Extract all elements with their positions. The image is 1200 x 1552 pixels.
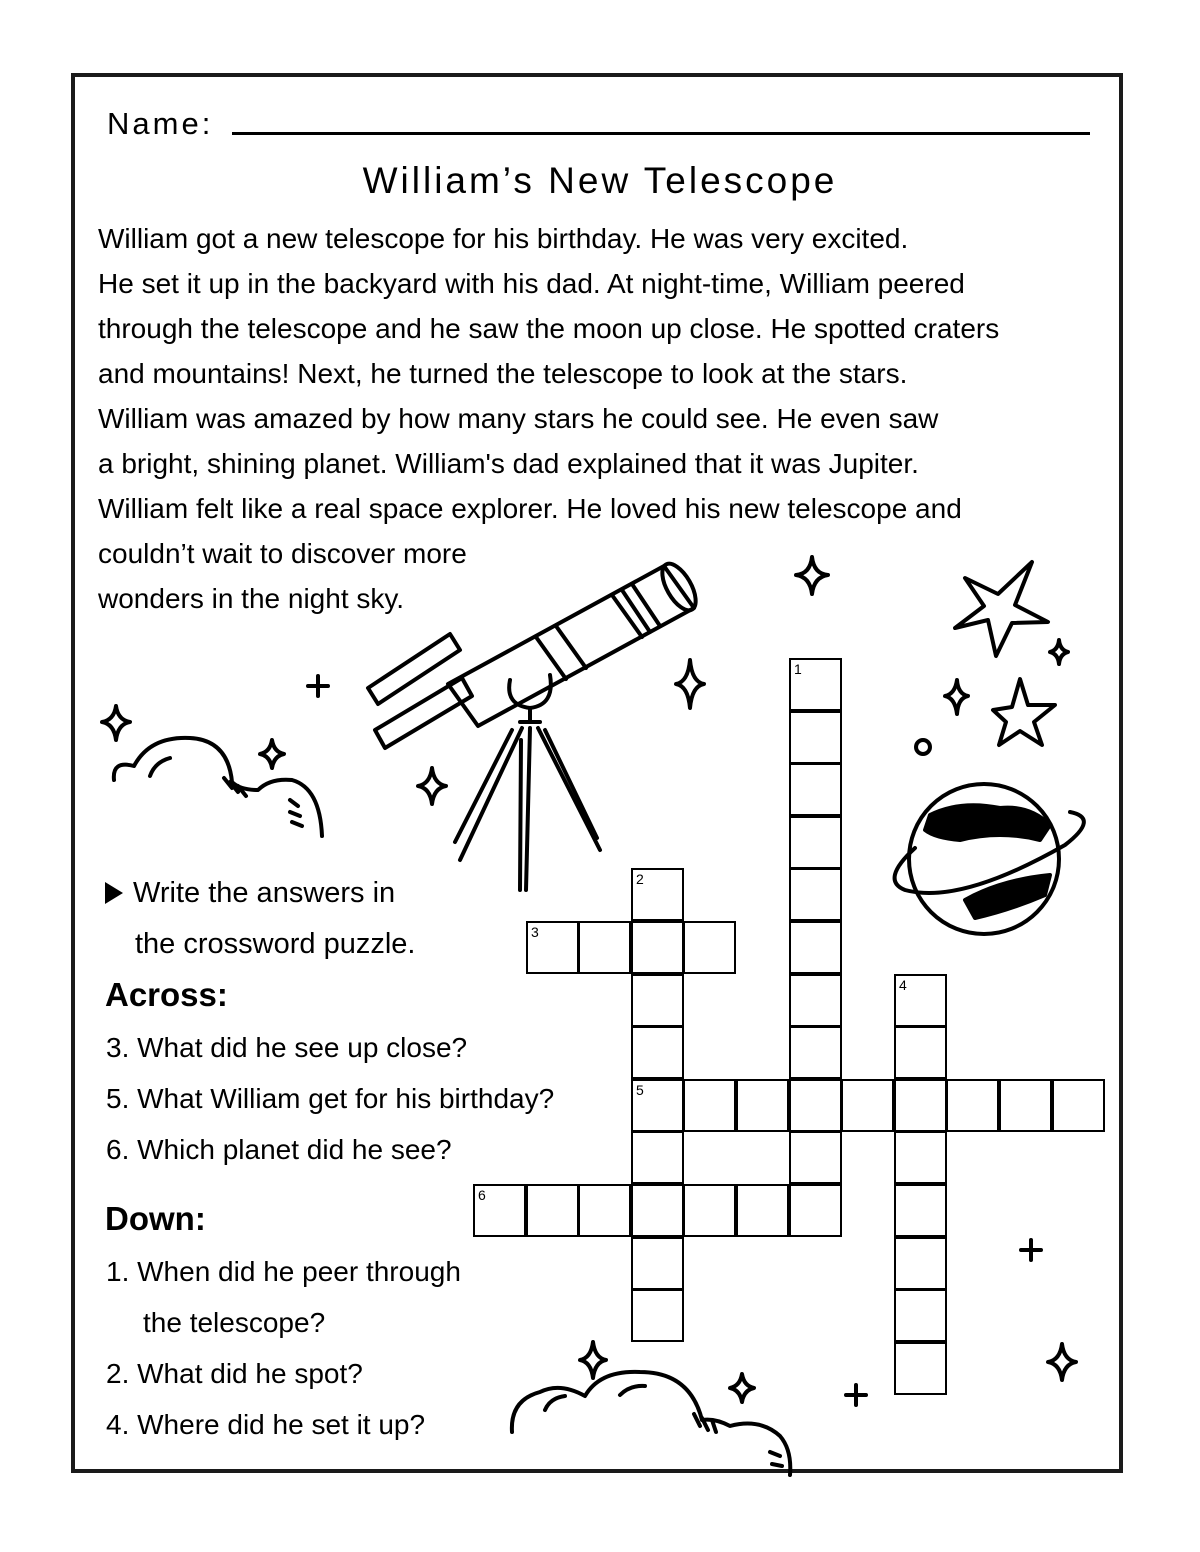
across-clue-6: 6. Which planet did he see? [106,1134,452,1165]
crossword-cell[interactable] [1052,1079,1105,1132]
instruction-line-1 [105,877,395,909]
page-title: William’s New Telescope [362,160,838,201]
cloud-icon [114,738,322,836]
crossword-cell[interactable] [526,1184,579,1237]
crossword-cell[interactable] [894,974,947,1027]
planet-icon [895,784,1084,934]
crossword-cell[interactable] [631,1184,684,1237]
crossword-cell[interactable] [578,921,631,974]
crossword-cell[interactable] [789,763,842,816]
instruction-line-2: the crossword puzzle. [135,928,416,960]
sparkle-icon [1021,1240,1041,1260]
crossword-cell[interactable] [841,1079,894,1132]
down-clues [106,1246,461,1450]
star-icon [916,740,930,754]
crossword-cell[interactable] [683,1079,736,1132]
crossword-cell[interactable] [894,1079,947,1132]
crossword-cell[interactable] [631,868,684,921]
story-line: William got a new telescope for his birthday. He was very excited. [98,223,909,254]
crossword-cell[interactable] [683,921,736,974]
crossword-cell[interactable] [894,1184,947,1237]
down-clue-1: 1. When did he peer through [106,1256,461,1287]
crossword-cell[interactable] [736,1184,789,1237]
crossword-cell[interactable] [789,1131,842,1184]
story-line: and mountains! Next, he turned the telescope to look at the stars. [98,358,908,389]
clue-number: 1 [794,661,802,677]
story-line: William was amazed by how many stars he could see. He even saw [98,403,939,434]
crossword-cell[interactable] [789,816,842,869]
crossword-cell[interactable] [631,921,684,974]
crossword-cell[interactable] [946,1079,999,1132]
story-line: He set it up in the backyard with his dad. At night-time, William peered [98,268,965,299]
crossword-cell[interactable] [894,1237,947,1290]
crossword-cell[interactable] [578,1184,631,1237]
crossword-cell[interactable] [894,1131,947,1184]
crossword-cell[interactable] [631,1026,684,1079]
down-clue-2: 2. What did he spot? [106,1358,363,1389]
crossword-cell[interactable] [526,921,579,974]
story-line: through the telescope and he saw the moon up close. He spotted craters [98,313,1000,344]
crossword-cell[interactable] [789,658,842,711]
crossword-cell[interactable] [473,1184,526,1237]
crossword-cell[interactable] [631,974,684,1027]
telescope-icon [368,558,702,890]
star-icon [955,562,1048,656]
crossword-cell[interactable] [789,974,842,1027]
sparkle-icon [308,676,328,696]
crossword-cell[interactable] [789,711,842,764]
arrow-right-icon [105,882,123,904]
across-clue-5: 5. What William get for his birthday? [106,1083,555,1114]
sparkle-icon [1048,1344,1076,1380]
story-line: a bright, shining planet. William's dad explained that it was Jupiter. [98,448,919,479]
crossword-cell[interactable] [789,921,842,974]
crossword-cell[interactable] [683,1184,736,1237]
down-clue-4: 4. Where did he set it up? [106,1409,426,1440]
crossword-cell[interactable] [631,1079,684,1132]
clue-number: 3 [531,924,539,940]
clue-number: 2 [636,871,644,887]
story-line: William felt like a real space explorer. He loved his new telescope and [98,493,962,524]
clue-number: 5 [636,1082,644,1098]
sparkle-icon [730,1374,754,1402]
clue-number: 4 [899,977,907,993]
story-line: couldn’t wait to discover more [98,538,467,569]
sparkle-icon [796,557,828,594]
instructions [105,868,415,970]
crossword-cell[interactable] [789,868,842,921]
story-line: wonders in the night sky. [98,583,405,614]
crossword-cell[interactable] [631,1131,684,1184]
sparkle-icon [102,706,130,740]
crossword-cell[interactable] [736,1079,789,1132]
sparkle-icon [260,740,284,768]
across-clues [106,1022,554,1175]
sparkle-icon [418,768,446,804]
down-clue-1-cont: the telescope? [143,1307,326,1338]
sparkle-icon [945,680,968,714]
crossword-cell[interactable] [894,1026,947,1079]
sparkle-icon [846,1385,866,1405]
instruction-text: Write the answers in [133,877,396,909]
across-clue-3: 3. What did he see up close? [106,1032,468,1063]
sparkle-icon [676,660,704,708]
star-icon [993,679,1055,745]
crossword-cell[interactable] [789,1184,842,1237]
down-heading: Down: [105,1200,206,1237]
sparkle-icon [1050,640,1068,664]
crossword-cell[interactable] [631,1237,684,1290]
crossword-cell[interactable] [999,1079,1052,1132]
across-heading: Across: [105,976,228,1013]
crossword-cell[interactable] [894,1342,947,1395]
crossword-cell[interactable] [894,1289,947,1342]
crossword-cell[interactable] [789,1026,842,1079]
clue-number: 6 [478,1187,486,1203]
sparkle-icon [580,1342,606,1378]
crossword-cell[interactable] [789,1079,842,1132]
name-label: Name: [107,106,214,141]
crossword-cell[interactable] [631,1289,684,1342]
